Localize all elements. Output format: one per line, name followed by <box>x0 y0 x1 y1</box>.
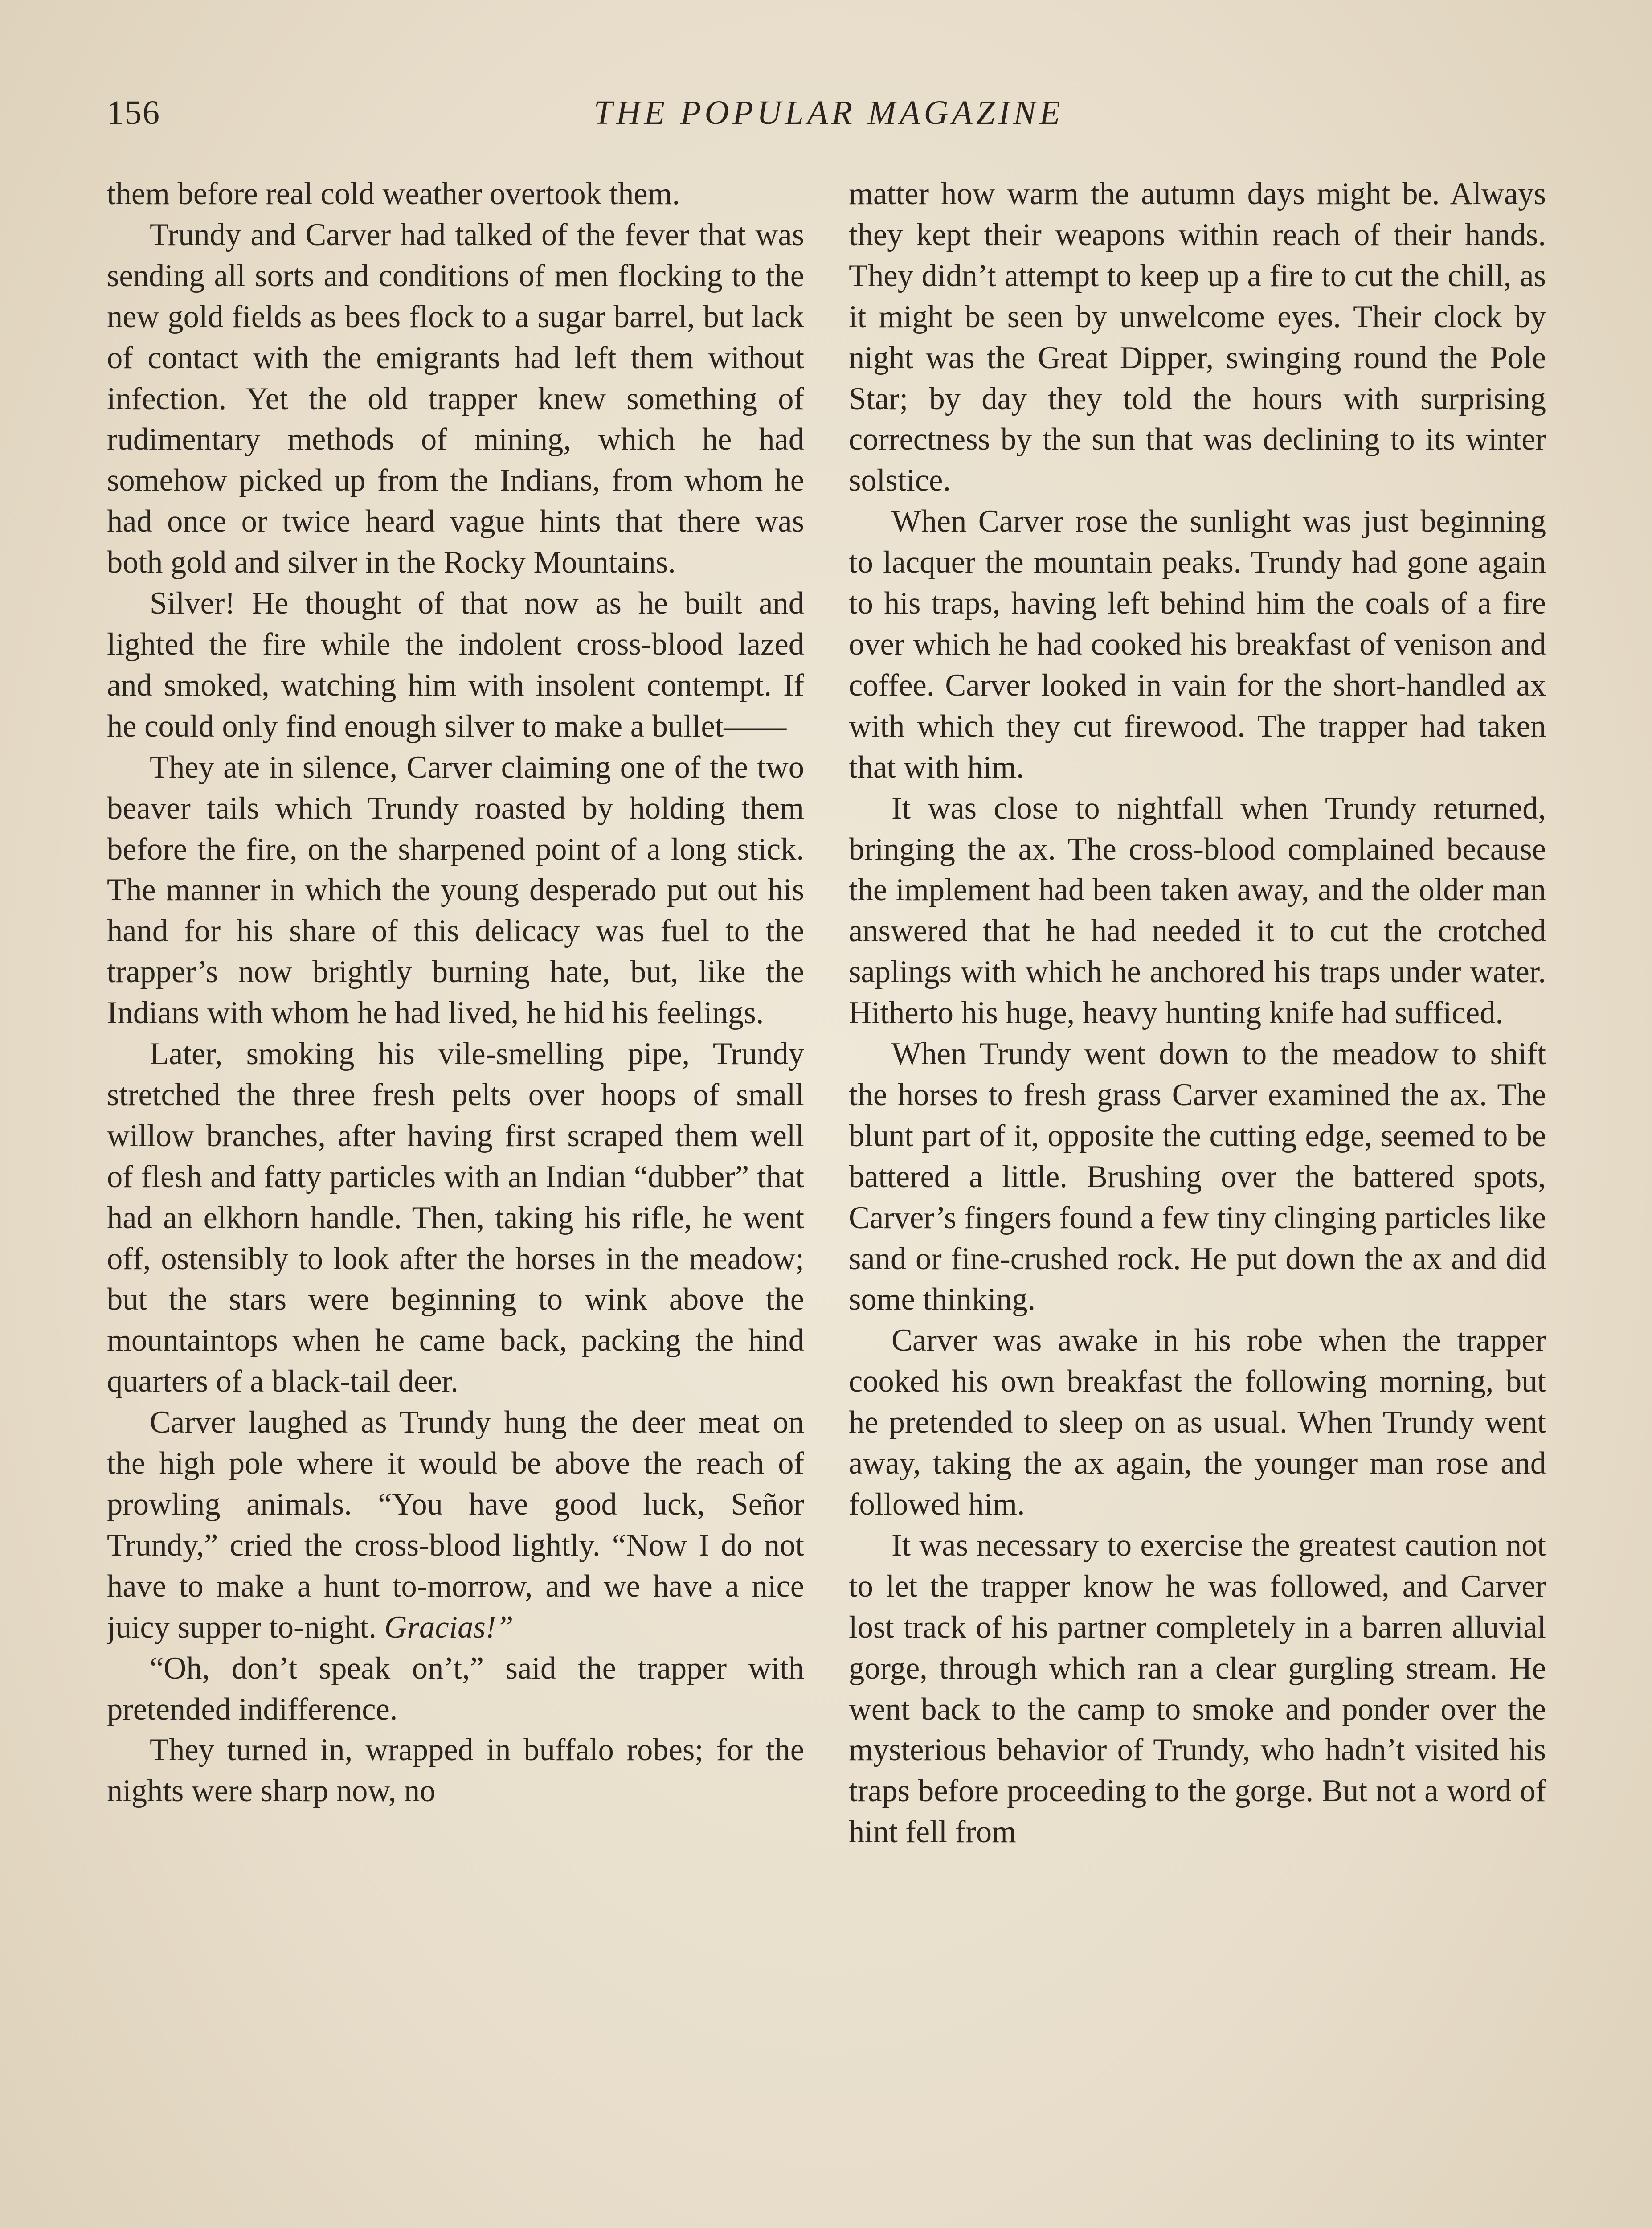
paragraph: It was necessary to exercise the greatest caution not to let the trapper know he was followed, and Carver lost track of his partner completely in a barren alluvial gorge, through which ran a clear gurgling stream. He went back to the camp to smoke and ponder over the mysterious behavior of Trundy, who hadn’t visited his traps before proceeding to the gorge. But not a word of hint fell from <box>849 1528 1546 1850</box>
page-number: 156 <box>107 94 160 131</box>
paragraph: “Oh, don’t speak on’t,” said the trapper with pretended indifference. <box>107 1651 804 1727</box>
paragraph: Later, smoking his vile-smelling pipe, Trundy stretched the three fresh pelts over hoops of small willow branches, after having first scraped them well of flesh and fatty particles with an Indian “dubber” that had an elkhorn handle. Then, taking his rifle, he went off, ostensibly to look after the horses in the meadow; but the stars were beginning to wink above the mountaintops when he came back, packing the hind quarters of a black-tail deer. <box>107 1036 804 1399</box>
paragraph: They turned in, wrapped in buffalo robes; for the nights were sharp now, no <box>107 1732 804 1809</box>
italic-text: Gracias!” <box>384 1610 514 1645</box>
paragraph <box>107 1402 804 1648</box>
paragraph: matter how warm the autumn days might be. Always they kept their weapons within reach of their hands. They didn’t attempt to keep up a fire to cut the chill, as it might be seen by unwelcome eyes. Their clock by night was the Great Dipper, swinging round the Pole Star; by day they told the hours with surprising correctness by the sun that was declining to its winter solstice. <box>849 176 1546 498</box>
paragraph: Trundy and Carver had talked of the fever that was sending all sorts and conditions of men flocking to the new gold fields as bees flock to a sugar barrel, but lack of contact with the emigrants had left them without infection. Yet the old trapper knew something of rudimentary methods of mining, which he had somehow picked up from the Indians, from whom he had once or twice heard vague hints that there was both gold and silver in the Rocky Mountains. <box>107 217 804 580</box>
paragraph: them before real cold weather overtook them. <box>107 176 680 211</box>
paragraph-text: Carver laughed as Trundy hung the deer meat on the high pole where it would be above the reach of prowling animals. “You have good luck, Señor Trundy,” cried the cross-blood lightly. “Now I do not have to make a hunt to-morrow, and we have a nice juicy supper to-night. <box>107 1405 804 1645</box>
page-header <box>107 85 1550 138</box>
paragraph: Carver was awake in his robe when the trapper cooked his own breakfast the following morning, but he pretended to sleep on as usual. When Trundy went away, taking the ax again, the younger man rose and followed him. <box>849 1323 1546 1522</box>
paragraph: When Carver rose the sunlight was just beginning to lacquer the mountain peaks. Trundy had gone again to his traps, having left behind him the coals of a fire over which he had cooked his breakfast of venison and coffee. Carver looked in vain for the short-handled ax with which they cut firewood. The trapper had taken that with him. <box>849 504 1546 785</box>
paragraph: Silver! He thought of that now as he built and lighted the fire while the indolent cross-blood lazed and smoked, watching him with insolent contempt. If he could only find enough silver to make a bullet—— <box>107 586 804 744</box>
right-column <box>849 174 1546 2228</box>
paragraph: They ate in silence, Carver claiming one of the two beaver tails which Trundy roasted by holding them before the fire, on the sharpened point of a long stick. The manner in which the young desperado put out his hand for his share of this delicacy was fuel to the trapper’s now brightly burning hate, but, like the Indians with whom he had lived, he hid his feelings. <box>107 749 804 1031</box>
paragraph: When Trundy went down to the meadow to shift the horses to fresh grass Carver examined the ax. The blunt part of it, opposite the cutting edge, seemed to be battered a little. Brushing over the battered spots, Carver’s fingers found a few tiny clinging particles like sand or fine-crushed rock. He put down the ax and did some thinking. <box>849 1036 1546 1317</box>
running-title: THE POPULAR MAGAZINE <box>593 94 1064 131</box>
left-column <box>107 174 804 2228</box>
paragraph: It was close to nightfall when Trundy returned, bringing the ax. The cross-blood complained because the implement had been taken away, and the older man answered that he had needed it to cut the crotched saplings with which he anchored his traps under water. Hitherto his huge, heavy hunting knife had sufficed. <box>849 790 1546 1031</box>
